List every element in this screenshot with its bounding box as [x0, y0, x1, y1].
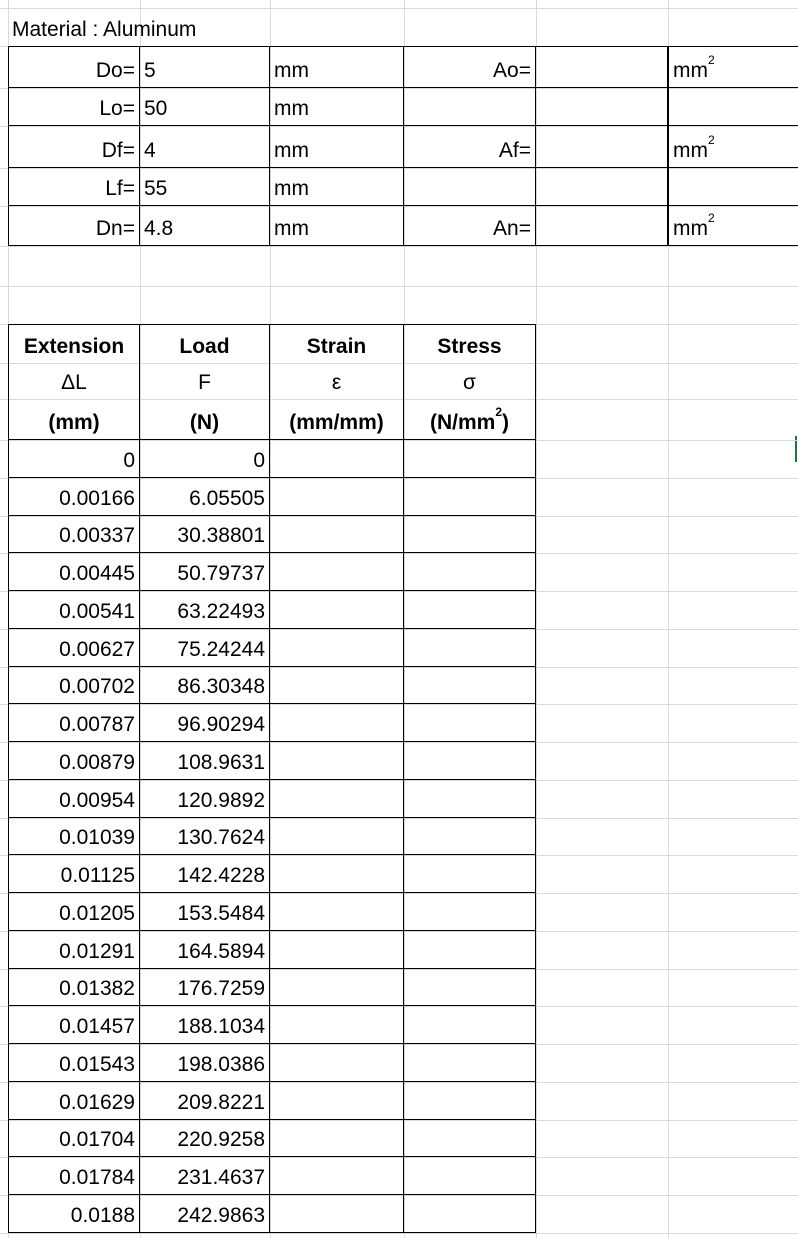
area-value[interactable]	[536, 206, 668, 246]
param-label-text: Dn=	[95, 217, 135, 240]
load-cell-text: 130.7624	[177, 826, 265, 849]
load-cell-text: 198.0386	[177, 1053, 265, 1076]
area-label[interactable]	[404, 168, 536, 206]
extension-cell[interactable]	[8, 1195, 140, 1233]
area-unit[interactable]	[668, 46, 798, 88]
load-cell[interactable]	[140, 855, 270, 893]
column-header[interactable]	[404, 324, 536, 363]
stress-cell[interactable]	[404, 1044, 536, 1082]
area-value[interactable]	[536, 46, 668, 88]
load-cell-text: 209.8221	[177, 1091, 265, 1114]
load-cell-text: 164.5894	[177, 940, 265, 963]
load-cell-text: 75.24244	[177, 638, 265, 661]
param-value[interactable]	[140, 206, 270, 246]
strain-cell[interactable]	[270, 855, 404, 893]
strain-cell[interactable]	[270, 704, 404, 742]
param-label-text: Lo=	[99, 97, 135, 120]
param-unit-text: mm	[274, 139, 309, 162]
stress-cell[interactable]	[404, 1195, 536, 1233]
param-unit-text: mm	[274, 217, 309, 240]
load-cell[interactable]	[140, 629, 270, 667]
load-cell-text: 188.1034	[177, 1015, 265, 1038]
stress-cell[interactable]	[404, 440, 536, 478]
load-cell[interactable]	[140, 667, 270, 704]
strain-cell[interactable]	[270, 893, 404, 931]
area-label[interactable]	[404, 88, 536, 126]
column-unit-text: (mm/mm)	[289, 411, 384, 434]
extension-cell[interactable]	[8, 629, 140, 667]
column-unit[interactable]	[140, 399, 270, 440]
load-cell-text: 242.9863	[177, 1204, 265, 1227]
extension-cell[interactable]	[8, 667, 140, 704]
load-cell-text: 30.38801	[177, 524, 265, 547]
load-cell[interactable]	[140, 516, 270, 553]
column-symbol[interactable]	[270, 363, 404, 399]
param-value[interactable]	[140, 46, 270, 88]
load-cell-text: 96.90294	[177, 713, 265, 736]
area-unit-text: $mm^2$	[673, 53, 715, 82]
stress-cell[interactable]	[404, 1120, 536, 1157]
strain-cell[interactable]	[270, 591, 404, 629]
extension-cell[interactable]	[8, 478, 140, 516]
extension-cell-text: 0.00954	[59, 789, 135, 812]
strain-cell[interactable]	[270, 969, 404, 1006]
extension-cell[interactable]	[8, 1006, 140, 1044]
stress-cell[interactable]	[404, 1082, 536, 1120]
param-label[interactable]	[8, 126, 140, 168]
column-symbol[interactable]	[8, 363, 140, 399]
param-label[interactable]	[8, 46, 140, 88]
load-cell-text: 50.79737	[177, 562, 265, 585]
extension-cell[interactable]	[8, 818, 140, 855]
column-symbol-text: F	[198, 371, 211, 394]
load-cell-text: 120.9892	[177, 789, 265, 812]
param-value[interactable]	[140, 126, 270, 168]
gridline	[0, 246, 798, 247]
stress-cell[interactable]	[404, 591, 536, 629]
load-cell-text: 142.4228	[177, 864, 265, 887]
load-cell[interactable]	[140, 818, 270, 855]
param-unit[interactable]	[270, 88, 404, 126]
column-header-text: Stress	[437, 335, 502, 358]
load-cell-text: 153.5484	[177, 902, 265, 925]
strain-cell[interactable]	[270, 478, 404, 516]
load-cell[interactable]	[140, 742, 270, 780]
area-value[interactable]	[536, 168, 668, 206]
extension-cell-text: 0.00337	[59, 524, 135, 547]
column-unit-text: (N)	[189, 411, 220, 434]
column-header-text: Load	[179, 335, 230, 358]
load-cell[interactable]	[140, 780, 270, 818]
stress-cell[interactable]	[404, 1157, 536, 1195]
stress-cell[interactable]	[404, 629, 536, 667]
column-symbol-text: ε	[331, 371, 342, 394]
superscript: 2	[708, 211, 715, 225]
stress-cell[interactable]	[404, 1006, 536, 1044]
strain-cell[interactable]	[270, 440, 404, 478]
area-unit-text: $mm^2$	[673, 133, 715, 162]
strain-cell[interactable]	[270, 780, 404, 818]
column-header[interactable]	[140, 324, 270, 363]
strain-cell[interactable]	[270, 667, 404, 704]
stress-cell[interactable]	[404, 704, 536, 742]
extension-cell[interactable]	[8, 855, 140, 893]
param-unit[interactable]	[270, 206, 404, 246]
load-cell[interactable]	[140, 1157, 270, 1195]
extension-cell[interactable]	[8, 1157, 140, 1195]
gridline	[0, 286, 798, 287]
extension-cell-text: 0.01382	[59, 977, 135, 1000]
param-value-text: 5	[144, 59, 156, 82]
load-cell[interactable]	[140, 931, 270, 969]
extension-cell-text: 0.01205	[59, 902, 135, 925]
load-cell[interactable]	[140, 591, 270, 629]
strain-cell[interactable]	[270, 742, 404, 780]
extension-cell[interactable]	[8, 931, 140, 969]
column-unit[interactable]	[270, 399, 404, 440]
load-cell[interactable]	[140, 440, 270, 478]
superscript: 2	[708, 53, 715, 67]
area-label-text: Af=	[498, 139, 531, 162]
column-header[interactable]	[8, 324, 140, 363]
extension-cell[interactable]	[8, 742, 140, 780]
area-unit[interactable]	[668, 126, 798, 168]
column-unit[interactable]	[404, 399, 536, 440]
stress-cell[interactable]	[404, 478, 536, 516]
load-cell[interactable]	[140, 1082, 270, 1120]
extension-cell-text: 0.01784	[59, 1166, 135, 1189]
extension-cell[interactable]	[8, 440, 140, 478]
material-title[interactable]	[8, 8, 270, 46]
extension-cell-text: 0.00702	[59, 675, 135, 698]
extension-cell-text: 0.00166	[59, 487, 135, 510]
extension-cell-text: 0.01125	[60, 864, 135, 887]
strain-cell[interactable]	[270, 1120, 404, 1157]
strain-cell[interactable]	[270, 1195, 404, 1233]
stress-cell[interactable]	[404, 969, 536, 1006]
stress-cell[interactable]	[404, 818, 536, 855]
extension-cell-text: 0.0188	[70, 1204, 135, 1227]
strain-cell[interactable]	[270, 1044, 404, 1082]
superscript: 2	[495, 405, 503, 419]
strain-cell[interactable]	[270, 629, 404, 667]
column-unit-text: (mm)	[48, 411, 100, 434]
load-cell[interactable]	[140, 1195, 270, 1233]
extension-cell-text: 0.01457	[59, 1015, 135, 1038]
extension-cell[interactable]	[8, 516, 140, 553]
stress-cell[interactable]	[404, 516, 536, 553]
area-value[interactable]	[536, 88, 668, 126]
column-symbol[interactable]	[140, 363, 270, 399]
load-cell-text: 86.30348	[177, 675, 265, 698]
load-cell[interactable]	[140, 1044, 270, 1082]
param-label[interactable]	[8, 168, 140, 206]
param-value-text: 50	[144, 97, 168, 120]
extension-cell[interactable]	[8, 780, 140, 818]
area-unit[interactable]	[668, 88, 798, 126]
superscript: 2	[708, 133, 715, 147]
param-unit-text: mm	[274, 97, 309, 120]
area-label[interactable]	[404, 126, 536, 168]
extension-cell[interactable]	[8, 553, 140, 591]
column-header[interactable]	[270, 324, 404, 363]
extension-cell-text: 0.00541	[59, 600, 135, 623]
area-unit[interactable]	[668, 168, 798, 206]
stress-cell[interactable]	[404, 742, 536, 780]
extension-cell[interactable]	[8, 1120, 140, 1157]
column-unit[interactable]	[8, 399, 140, 440]
load-cell-text: 63.22493	[177, 600, 265, 623]
param-unit-text: mm	[274, 177, 309, 200]
param-value[interactable]	[140, 168, 270, 206]
stress-cell[interactable]	[404, 553, 536, 591]
extension-cell-text: 0.01629	[59, 1091, 135, 1114]
load-cell-text: 176.7259	[177, 977, 265, 1000]
param-unit-text: mm	[274, 59, 309, 82]
extension-cell-text: 0.01543	[59, 1053, 135, 1076]
strain-cell[interactable]	[270, 1082, 404, 1120]
material-title-text: Material : Aluminum	[12, 18, 197, 41]
area-label[interactable]	[404, 46, 536, 88]
area-unit[interactable]	[668, 206, 798, 246]
load-cell-text: 6.05505	[189, 487, 265, 510]
extension-cell[interactable]	[8, 1044, 140, 1082]
load-cell-text: 231.4637	[177, 1166, 265, 1189]
strain-cell[interactable]	[270, 1157, 404, 1195]
load-cell[interactable]	[140, 893, 270, 931]
param-unit[interactable]	[270, 168, 404, 206]
param-label-text: Df=	[101, 139, 135, 162]
strain-cell[interactable]	[270, 931, 404, 969]
column-symbol[interactable]	[404, 363, 536, 399]
area-value[interactable]	[536, 126, 668, 168]
area-label-text: An=	[493, 217, 531, 240]
param-label[interactable]	[8, 206, 140, 246]
param-label[interactable]	[8, 88, 140, 126]
extension-cell-text: 0.01291	[59, 940, 135, 963]
strain-cell[interactable]	[270, 1006, 404, 1044]
stress-cell[interactable]	[404, 855, 536, 893]
load-cell-text: 220.9258	[177, 1128, 265, 1151]
param-unit[interactable]	[270, 46, 404, 88]
extension-cell[interactable]	[8, 704, 140, 742]
extension-cell[interactable]	[8, 1082, 140, 1120]
param-label-text: Do=	[95, 59, 135, 82]
extension-cell[interactable]	[8, 893, 140, 931]
strain-cell[interactable]	[270, 818, 404, 855]
column-symbol-text: σ	[463, 371, 476, 394]
param-value-text: 4.8	[144, 217, 174, 240]
param-unit[interactable]	[270, 126, 404, 168]
extension-cell[interactable]	[8, 591, 140, 629]
extension-cell-text: 0.00627	[59, 638, 135, 661]
load-cell-text: 108.9631	[177, 751, 265, 774]
load-cell-text: 0	[253, 449, 265, 472]
extension-cell[interactable]	[8, 969, 140, 1006]
column-header-text: Extension	[23, 335, 125, 358]
load-cell[interactable]	[140, 1120, 270, 1157]
param-value[interactable]	[140, 88, 270, 126]
extension-cell-text: 0.00445	[59, 562, 135, 585]
column-header-text: Strain	[306, 335, 367, 358]
extension-cell-text: 0.01039	[59, 826, 135, 849]
strain-cell[interactable]	[270, 553, 404, 591]
load-cell[interactable]	[140, 1006, 270, 1044]
stress-cell[interactable]	[404, 893, 536, 931]
extension-cell-text: 0	[123, 449, 135, 472]
param-label-text: Lf=	[105, 177, 135, 200]
param-value-text: 55	[144, 177, 168, 200]
param-value-text: 4	[144, 139, 156, 162]
column-symbol-text: ΔL	[61, 371, 87, 394]
stress-cell[interactable]	[404, 931, 536, 969]
load-cell[interactable]	[140, 478, 270, 516]
stress-cell[interactable]	[404, 667, 536, 704]
area-unit-text: $mm^2$	[673, 211, 715, 240]
extension-cell-text: 0.01704	[59, 1128, 135, 1151]
extension-cell-text: 0.00787	[59, 713, 135, 736]
column-unit-text: $(N/mm^2)$	[429, 405, 510, 434]
stress-cell[interactable]	[404, 780, 536, 818]
load-cell[interactable]	[140, 969, 270, 1006]
area-label[interactable]	[404, 206, 536, 246]
load-cell[interactable]	[140, 553, 270, 591]
strain-cell[interactable]	[270, 516, 404, 553]
gridline	[0, 1233, 798, 1234]
extension-cell-text: 0.00879	[59, 751, 135, 774]
load-cell[interactable]	[140, 704, 270, 742]
area-label-text: Ao=	[493, 59, 531, 82]
